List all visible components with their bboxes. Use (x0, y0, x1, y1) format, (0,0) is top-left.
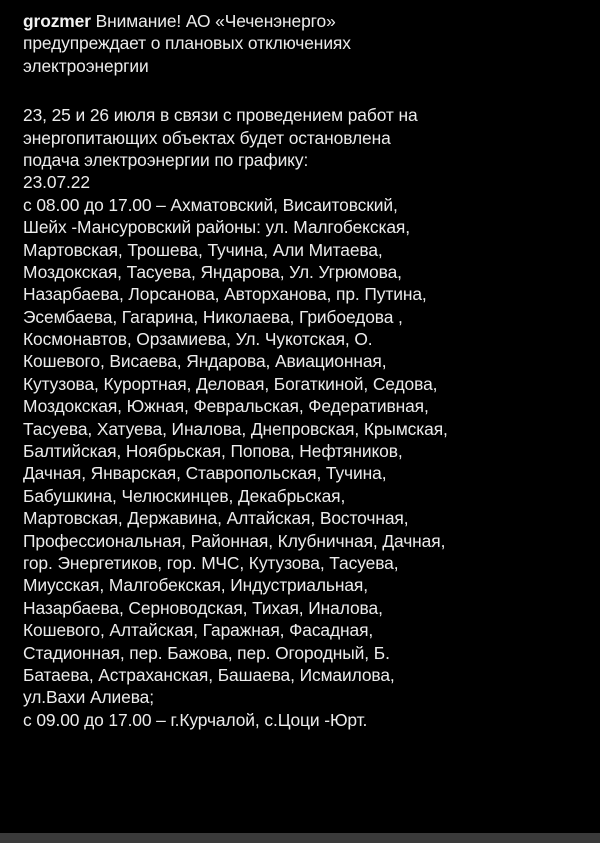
schedule-line: Кошевого, Висаева, Яндарова, Авиационная, (23, 351, 387, 372)
intro-text: 23, 25 и 26 июля в связи с проведением работ на (23, 105, 418, 126)
schedule-line: Батаева, Астраханская, Башаева, Исмаилова, (23, 664, 395, 685)
schedule-line: с 08.00 до 17.00 – Ахматовский, Висаитовский, (23, 194, 398, 215)
intro-text: энергопитающих объектах будет остановлена (23, 127, 391, 148)
schedule-line: Тасуева, Хатуева, Иналова, Днепровская, Крымская, (23, 418, 448, 439)
schedule-line: Дачная, Январская, Ставропольская, Тучина, (23, 463, 387, 484)
schedule-line: Космонавтов, Орзамиева, Ул. Чукотская, О. (23, 329, 373, 350)
schedule-line: Эсембаева, Гагарина, Николаева, Грибоедова , (23, 306, 403, 327)
paragraph-spacer (23, 77, 588, 104)
bottom-bar (0, 833, 600, 843)
schedule-line: с 09.00 до 17.00 – г.Курчалой, с.Цоци -Юрт. (23, 709, 368, 730)
schedule-line: Кошевого, Алтайская, Гаражная, Фасадная, (23, 620, 374, 641)
caption-header-line (23, 10, 588, 32)
schedule-line: гор. Энергетиков, гор. МЧС, Кутузова, Тасуева, (23, 552, 399, 573)
schedule-line: Балтийская, Ноябрьская, Попова, Нефтяников, (23, 441, 403, 462)
schedule-line: Шейх -Мансуровский районы: ул. Малгобекская, (23, 217, 410, 238)
schedule-line: Назарбаева, Серноводская, Тихая, Иналова, (23, 597, 383, 618)
schedule-date: 23.07.22 (23, 172, 90, 193)
username-link[interactable]: grozmer (23, 11, 91, 31)
header-text: предупреждает о плановых отключениях (23, 33, 351, 54)
header-text: электроэнергии (23, 55, 149, 76)
schedule-line: Миусская, Малгобекская, Индустриальная, (23, 575, 368, 596)
schedule-line: Бабушкина, Челюскинцев, Декабрьская, (23, 485, 346, 506)
schedule-line: Назарбаева, Лорсанова, Авторханова, пр. Путина, (23, 284, 427, 305)
schedule-line: Моздокская, Южная, Февральская, Федеративная, (23, 396, 429, 417)
post-caption (23, 10, 588, 731)
intro-text: подача электроэнергии по графику: (23, 149, 309, 170)
schedule-line: Мартовская, Державина, Алтайская, Восточная, (23, 508, 409, 529)
schedule-line: ул.Вахи Алиева; (23, 687, 154, 708)
schedule-line: Кутузова, Курортная, Деловая, Богаткиной, Седова, (23, 373, 438, 394)
schedule-line: Моздокская, Тасуева, Яндарова, Ул. Угрюмова, (23, 261, 402, 282)
schedule-line: Мартовская, Трошева, Тучина, Али Митаева, (23, 239, 383, 260)
schedule-line: Стадионная, пер. Бажова, пер. Огородный, Б. (23, 642, 390, 663)
schedule-line: Профессиональная, Районная, Клубничная, Дачная, (23, 530, 446, 551)
header-text: Внимание! АО «Чеченэнерго» (95, 11, 336, 31)
